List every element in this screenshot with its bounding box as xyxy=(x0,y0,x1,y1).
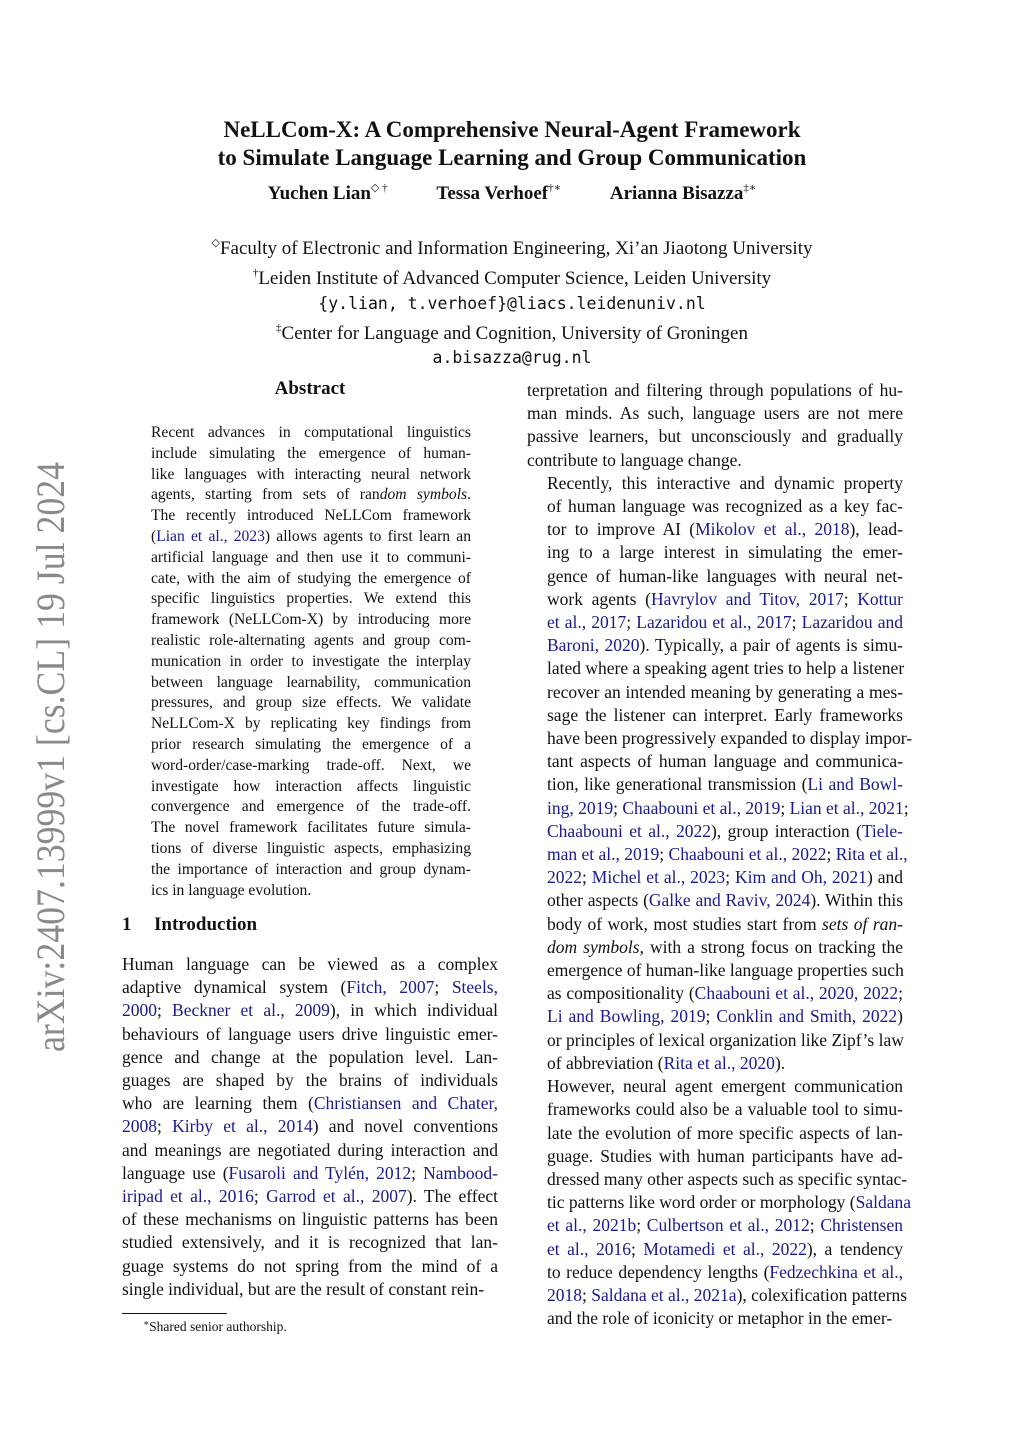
intro-line: 2008; Kirby et al., 2014) and novel conventions xyxy=(122,1116,499,1137)
intro-line: single individual, but are the result of constant rein- xyxy=(122,1278,485,1299)
affiliation-3 xyxy=(110,316,914,346)
abstract-line: The recently introduced NeLLCom framework xyxy=(151,507,471,525)
intro-line: tor to improve AI (Mikolov et al., 2018), lead- xyxy=(547,519,903,540)
citation-link[interactable]: Saldana et al., 2021a xyxy=(591,1284,737,1305)
citation-link[interactable]: 2008 xyxy=(122,1116,157,1137)
introduction-paragraph-1 xyxy=(122,953,498,1301)
intro-line: guages are shaped by the brains of individuals xyxy=(122,1070,498,1091)
italic-phrase: sets of ran- xyxy=(822,913,903,934)
footnote-mark: ∗ xyxy=(143,1318,150,1328)
citation-link[interactable]: Rita et al., 2020 xyxy=(663,1052,775,1073)
intro-line: sage the listener can interpret. Early frameworks xyxy=(547,704,903,725)
citation-link[interactable]: Fitch, 2007 xyxy=(346,977,435,998)
citation-link[interactable]: 2000 xyxy=(122,1000,157,1021)
intro-line: et al., 2016; Motamedi et al., 2022), a tendency xyxy=(547,1238,903,1259)
abstract-heading: Abstract xyxy=(274,378,346,399)
citation-link[interactable]: 2022 xyxy=(547,867,582,888)
author-2 xyxy=(436,181,561,205)
abstract-line: (Lian et al., 2023) allows agents to first learn an xyxy=(151,527,471,545)
affiliation-1 xyxy=(110,231,914,261)
title-line-1: NeLLCom-X: A Comprehensive Neural-Agent Framework xyxy=(223,117,801,142)
citation-link[interactable]: man et al., 2019 xyxy=(547,844,660,865)
intro-line: terpretation and filtering through populations of hu- xyxy=(527,380,903,400)
intro-line: language use (Fusaroli and Tylén, 2012; Nambood- xyxy=(122,1162,498,1183)
abstract-line: ics in language evolution. xyxy=(151,881,312,899)
citation-link[interactable]: et al., 2017 xyxy=(547,612,627,633)
affiliation-text: Faculty of Electronic and Information Engineering, Xi’an Jiaotong University xyxy=(219,238,813,259)
intro-line: man minds. As such, language users are not mere xyxy=(527,403,903,424)
citation-link[interactable]: Fedzechkina et al., xyxy=(769,1261,903,1282)
introduction-paragraph-2 xyxy=(527,472,913,1075)
intro-line: adaptive dynamical system (Fitch, 2007; Steels, xyxy=(122,977,498,998)
citation-link[interactable]: Nambood- xyxy=(423,1162,498,1183)
citation-link[interactable]: Mikolov et al., 2018 xyxy=(695,519,850,540)
footnote-text: Shared senior authorship. xyxy=(149,1319,287,1334)
intro-line: behaviours of language users drive linguistic emer- xyxy=(122,1023,498,1044)
abstract-line: include simulating the emergence of human- xyxy=(151,444,471,462)
author-name: Yuchen Lian xyxy=(267,183,371,204)
author-1 xyxy=(268,181,388,205)
intro-line: of abbreviation (Rita et al., 2020). xyxy=(547,1052,786,1073)
abstract-line: munication in order to investigate the interplay xyxy=(151,652,471,670)
citation-link[interactable]: et al., 2016 xyxy=(547,1238,632,1259)
intro-line: dom symbols, with a strong focus on tracking the xyxy=(547,936,903,957)
citation-link[interactable]: Tiele- xyxy=(861,820,903,841)
abstract-line: cate, with the aim of studying the emergence of xyxy=(151,569,471,587)
citation-link[interactable]: Chaabouni et al., 2022 xyxy=(547,820,711,841)
citation-link[interactable]: Lian et al., 2023 xyxy=(156,527,265,545)
intro-line: and meanings are negotiated during interaction and xyxy=(122,1139,498,1160)
abstract-line: the importance of interaction and group dynam- xyxy=(151,860,471,878)
intro-line: tant aspects of human language and communica- xyxy=(547,751,903,772)
abstract-line: Recent advances in computational linguistics xyxy=(151,424,471,441)
section-title: Introduction xyxy=(154,914,258,935)
citation-link[interactable]: Kirby et al., 2014 xyxy=(172,1116,313,1137)
abstract-line: pressures, and group size effects. We validate xyxy=(151,694,471,712)
abstract-line: prior research simulating the emergence of a xyxy=(151,735,471,753)
intro-line: to reduce dependency lengths (Fedzechkina et al., xyxy=(547,1261,903,1282)
footnote xyxy=(143,1318,287,1335)
right-column xyxy=(527,379,913,1330)
citation-link[interactable]: 2018 xyxy=(547,1284,582,1305)
email-1: {y.lian, t.verhoef}@liacs.leidenuniv.nl xyxy=(318,293,706,313)
citation-link[interactable]: Rita et al., xyxy=(835,844,908,865)
intro-line: Li and Bowling, 2019; Conklin and Smith, 2022) xyxy=(547,1006,903,1027)
abstract-line: NeLLCom-X by replicating key findings from xyxy=(151,715,471,733)
intro-line: Baroni, 2020). Typically, a pair of agents is simu- xyxy=(547,635,903,656)
intro-line: studied extensively, and it is recognized that lan- xyxy=(122,1232,498,1253)
author-list xyxy=(110,181,914,205)
citation-link[interactable]: Christiansen and Chater, xyxy=(313,1093,498,1114)
affiliation-2 xyxy=(110,261,914,291)
intro-line: emergence of human-like language properties such xyxy=(547,960,904,981)
author-name: Tessa Verhoef xyxy=(436,183,549,204)
author-name: Arianna Bisazza xyxy=(609,183,744,204)
affiliation-mark: ◇ xyxy=(211,237,220,249)
email-2: a.bisazza@rug.nl xyxy=(432,348,592,368)
abstract-line: framework (NeLLCom-X) by introducing more xyxy=(151,611,471,629)
intro-line: dressed many other aspects such as specific syntac- xyxy=(547,1168,908,1189)
intro-line: 2018; Saldana et al., 2021a), colexification patterns xyxy=(547,1284,908,1305)
section-number: 1 xyxy=(122,914,132,935)
intro-line: recover an intended meaning by generating a mes- xyxy=(547,681,903,702)
citation-link[interactable]: ing, 2019 xyxy=(547,797,614,818)
intro-line: contribute to language change. xyxy=(527,449,742,470)
abstract-line: specific linguistics properties. We extend this xyxy=(151,590,471,608)
citation-link[interactable]: Garrod et al., 2007 xyxy=(266,1186,407,1207)
introduction-paragraph-3 xyxy=(527,1075,912,1330)
citation-link[interactable]: Lian et al., 2021 xyxy=(789,797,904,818)
abstract-line: artificial language and then use it to communi- xyxy=(151,548,471,566)
citation-link[interactable]: Saldana xyxy=(855,1192,912,1213)
citation-link[interactable]: Motamedi et al., 2022 xyxy=(643,1238,807,1259)
citation-link[interactable]: et al., 2021b xyxy=(547,1215,637,1236)
intro-line: other aspects (Galke and Raviv, 2024). Within this xyxy=(547,890,904,911)
abstract-line: tions of diverse linguistic aspects, emphasizing xyxy=(151,839,471,857)
intro-line: ing, 2019; Chaabouni et al., 2019; Lian et al., 2021; xyxy=(547,797,909,818)
intro-line: frameworks could also be a valuable tool to simu- xyxy=(547,1099,903,1120)
citation-link[interactable]: Chaabouni et al., 2022 xyxy=(668,844,827,865)
citation-link[interactable]: Steels, xyxy=(451,977,498,998)
footnote-rule xyxy=(122,1313,227,1314)
intro-line: who are learning them (Christiansen and Chater, xyxy=(122,1093,498,1114)
paper-title xyxy=(110,116,914,172)
intro-line: guage systems do not spring from the mind of a xyxy=(122,1255,498,1276)
intro-line: ing to a large interest in simulating the emer- xyxy=(547,542,903,563)
intro-line: lated where a speaking agent tries to help a listener xyxy=(547,658,905,679)
citation-link[interactable]: Conklin and Smith, 2022 xyxy=(716,1006,898,1027)
arxiv-identifier: arXiv:2407.13999v1 [cs.CL] 19 Jul 2024 xyxy=(28,392,73,1052)
abstract-line: between language learnability, communication xyxy=(151,673,471,691)
citation-link[interactable]: Galke and Raviv, 2024 xyxy=(648,890,811,911)
author-3 xyxy=(610,181,757,205)
intro-line: of these mechanisms on linguistic patterns has been xyxy=(122,1209,498,1230)
affiliation-mark: ‡ xyxy=(276,321,282,334)
citation-link[interactable]: Chaabouni et al., 2020, 2022 xyxy=(694,983,899,1004)
intro-line: Chaabouni et al., 2022), group interaction (Tiele- xyxy=(547,820,903,841)
intro-line: Recently, this interactive and dynamic property xyxy=(547,472,903,493)
author-marks: ◇ † xyxy=(370,182,388,194)
citation-link[interactable]: Kim and Oh, 2021 xyxy=(734,867,867,888)
abstract-body xyxy=(151,423,471,901)
citation-link[interactable]: iripad et al., 2016 xyxy=(122,1186,254,1207)
intro-line: work agents (Havrylov and Titov, 2017; Kottur xyxy=(547,588,903,609)
intro-line: iripad et al., 2016; Garrod et al., 2007). The effect xyxy=(122,1186,498,1207)
intro-line: gence of human-like languages with neural net- xyxy=(547,565,903,586)
intro-line: Human language can be viewed as a complex xyxy=(122,954,498,974)
affiliation-mark: † xyxy=(252,267,259,280)
intro-line: et al., 2017; Lazaridou et al., 2017; Lazaridou and xyxy=(547,612,903,633)
abstract-line: realistic role-alternating agents and group com- xyxy=(151,631,471,649)
intro-line: as compositionality (Chaabouni et al., 2020, 2022; xyxy=(547,983,903,1004)
intro-line: 2000; Beckner et al., 2009), in which individual xyxy=(122,1000,498,1021)
citation-link[interactable]: Michel et al., 2023 xyxy=(591,867,726,888)
citation-link[interactable]: Baroni, 2020 xyxy=(547,635,640,656)
abstract-line: agents, starting from sets of random symbols. xyxy=(151,486,472,504)
citation-link[interactable]: Lazaridou et al., 2017 xyxy=(636,612,792,633)
author-marks: ‡∗ xyxy=(743,182,757,194)
intro-line: tic patterns like word order or morphology (Saldana xyxy=(547,1192,912,1213)
intro-line: et al., 2021b; Culbertson et al., 2012; Christensen xyxy=(547,1215,903,1236)
citation-link[interactable]: Lazaridou and xyxy=(801,612,903,633)
citation-link[interactable]: Christensen xyxy=(820,1215,903,1236)
intro-line: have been progressively expanded to display impor- xyxy=(547,728,913,749)
intro-line: However, neural agent emergent communication xyxy=(547,1076,903,1097)
citation-link[interactable]: Chaabouni et al., 2019 xyxy=(622,797,781,818)
italic-phrase: dom symbols xyxy=(379,486,468,504)
abstract-line: word-order/case-marking trade-off. Next, we xyxy=(151,756,471,774)
affiliation-text: Leiden Institute of Advanced Computer Science, Leiden University xyxy=(258,268,772,290)
intro-line: body of work, most studies start from sets of ran- xyxy=(547,913,903,934)
intro-line: late the evolution of more specific aspects of lan- xyxy=(547,1122,903,1143)
citation-link[interactable]: Kottur xyxy=(857,588,903,609)
affiliations xyxy=(110,231,914,370)
intro-line: of human language was recognized as a key fac- xyxy=(547,496,903,517)
intro-line: and the role of iconicity or metaphor in the emer- xyxy=(547,1308,893,1329)
italic-phrase: dom symbols xyxy=(547,936,640,957)
introduction-paragraph-1-continued xyxy=(527,379,903,472)
intro-line: gence and change at the population level. Lan- xyxy=(122,1046,498,1067)
abstract-line: convergence and emergence of the trade-off. xyxy=(151,798,471,816)
citation-link[interactable]: Beckner et al., 2009 xyxy=(172,1000,330,1021)
citation-link[interactable]: Culbertson et al., 2012 xyxy=(646,1215,810,1236)
affiliation-text: Center for Language and Cognition, University of Groningen xyxy=(281,322,748,344)
intro-line: passive learners, but unconsciously and gradually xyxy=(527,426,903,447)
section-heading-introduction xyxy=(122,914,257,936)
citation-link[interactable]: Havrylov and Titov, 2017 xyxy=(650,588,844,609)
abstract-line: like languages with interacting neural network xyxy=(151,465,471,483)
intro-line: tion, like generational transmission (Li and Bowl- xyxy=(547,774,903,795)
abstract-line: The novel framework facilitates future simula- xyxy=(151,819,471,837)
author-marks: †∗ xyxy=(548,182,562,194)
intro-line: or principles of lexical organization like Zipf’s law xyxy=(547,1029,904,1050)
citation-link[interactable]: Fusaroli and Tylén, 2012 xyxy=(228,1162,412,1183)
intro-line: 2022; Michel et al., 2023; Kim and Oh, 2021) and xyxy=(547,867,903,888)
citation-link[interactable]: Li and Bowl- xyxy=(807,774,903,795)
intro-line: guage. Studies with human participants have ad- xyxy=(547,1145,903,1166)
title-line-2: to Simulate Language Learning and Group Communication xyxy=(217,145,807,170)
intro-line: man et al., 2019; Chaabouni et al., 2022; Rita et al., xyxy=(547,844,908,865)
abstract-line: investigate how interaction affects linguistic xyxy=(151,777,471,795)
citation-link[interactable]: Li and Bowling, 2019 xyxy=(547,1006,706,1027)
